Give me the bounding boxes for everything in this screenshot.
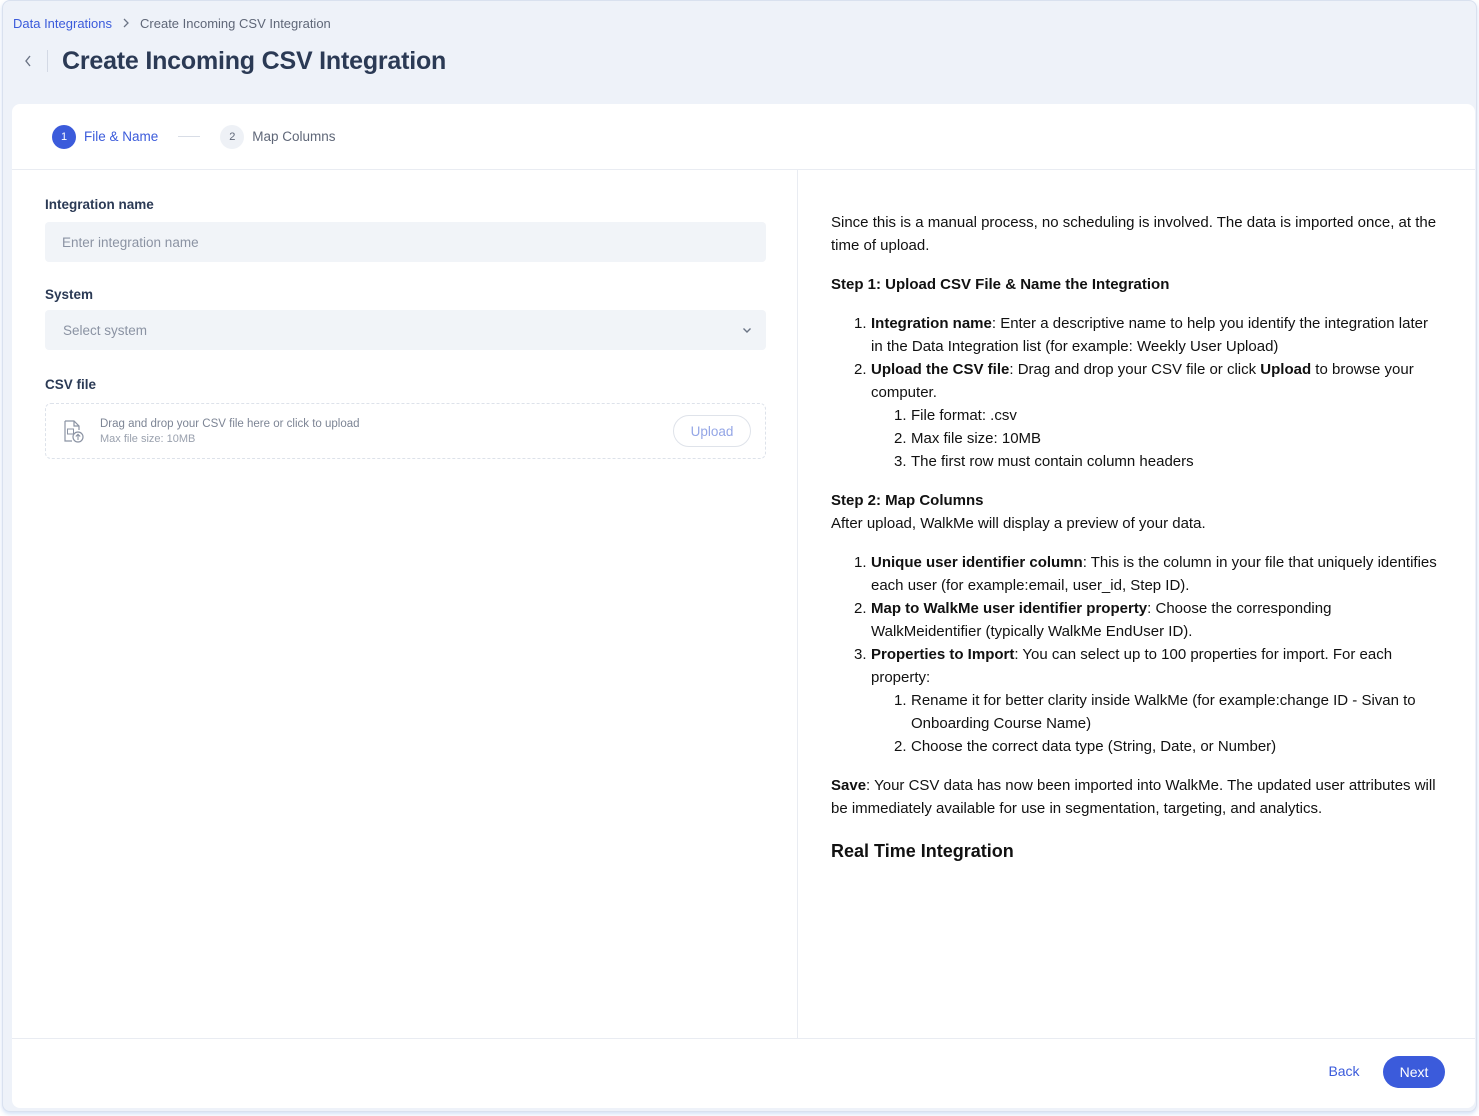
next-button[interactable]: Next xyxy=(1383,1056,1445,1088)
breadcrumb-current: Create Incoming CSV Integration xyxy=(140,15,331,31)
list-number: 1. xyxy=(894,407,907,424)
help-save-bold: Save xyxy=(831,777,867,794)
back-button[interactable]: Back xyxy=(1312,1055,1376,1087)
list-item-bold: Upload xyxy=(1260,361,1312,378)
dropzone-instruction: Drag and drop your CSV file here or click to upload xyxy=(100,417,360,430)
help-save-text: : Your CSV data has now been imported into WalkMe. The updated user attributes will be immediately available for use in segmentation, targeting, and analytics. xyxy=(831,777,1436,817)
step-connector xyxy=(178,136,200,137)
help-step2-title xyxy=(831,489,1443,512)
help-save xyxy=(831,774,1443,820)
stepper xyxy=(12,104,1475,170)
help-panel xyxy=(831,170,1443,1038)
list-item-text: The first row must contain column headers xyxy=(911,453,1194,470)
list-item-bold: Map to WalkMe user identifier property xyxy=(871,600,1148,617)
system-select-placeholder: Select system xyxy=(63,322,148,338)
list-item-text: to browse your computer. xyxy=(871,361,1414,401)
list-item-text: Max file size: 10MB xyxy=(911,430,1042,447)
chevron-down-icon xyxy=(742,327,752,334)
help-step2-list xyxy=(831,551,1443,758)
integration-name-label: Integration name xyxy=(45,197,154,212)
help-realtime-heading: Real Time Integration xyxy=(831,841,1014,861)
list-item-bold: Unique user identifier column xyxy=(871,554,1083,571)
step-label: File & Name xyxy=(84,129,159,144)
list-item xyxy=(831,312,1443,358)
app-frame xyxy=(2,0,1477,1112)
list-number: 2. xyxy=(854,600,867,617)
list-number: 1. xyxy=(854,315,867,332)
sub-list-item xyxy=(831,404,1443,427)
help-step2-intro: After upload, WalkMe will display a preview of your data. xyxy=(831,515,1206,532)
main-card xyxy=(12,104,1475,1108)
step-map-columns[interactable] xyxy=(220,125,335,149)
upload-button[interactable]: Upload xyxy=(673,415,751,447)
list-item-bold: Upload the CSV file xyxy=(871,361,1010,378)
csv-file-label: CSV file xyxy=(45,377,97,392)
csv-dropzone[interactable] xyxy=(45,403,766,459)
list-item-text: : Choose the corresponding WalkMeidentifier (typically WalkMe EndUser ID). xyxy=(871,600,1332,640)
list-number: 3. xyxy=(854,646,867,663)
list-item-text: Rename it for better clarity inside WalkMe (for example:change ID - Sivan to Onboarding Course Name) xyxy=(911,692,1416,732)
list-item-text: : Enter a descriptive name to help you identify the integration later in the Data Integration list (for example: Weekly User Upload) xyxy=(871,315,1428,355)
dropzone-max-size: Max file size: 10MB xyxy=(100,432,196,445)
list-number: 2. xyxy=(894,430,907,447)
help-step1-list xyxy=(831,312,1443,473)
sub-list-item xyxy=(831,689,1443,735)
file-upload-icon xyxy=(60,418,86,444)
list-item-text: File format: .csv xyxy=(911,407,1017,424)
list-item xyxy=(831,551,1443,597)
list-item-text: : Drag and drop your CSV file or click xyxy=(1009,361,1261,378)
sub-list-item xyxy=(831,735,1443,758)
list-number: 1. xyxy=(894,692,907,709)
list-item-text: : You can select up to 100 properties for import. For each property: xyxy=(871,646,1393,686)
integration-name-input[interactable] xyxy=(45,222,766,262)
form-panel xyxy=(12,170,798,1038)
step-number-badge: 1 xyxy=(52,125,76,149)
help-step2-title-text: Step 2: Map Columns xyxy=(831,492,984,509)
list-item xyxy=(831,643,1443,689)
help-step1-title-text: Step 1: Upload CSV File & Name the Integration xyxy=(831,276,1170,293)
title-divider xyxy=(47,50,48,72)
list-item-text: : This is the column in your file that uniquely identifies each user (for example:email, user_id, Step ID). xyxy=(871,554,1437,594)
breadcrumb-link-data-integrations[interactable]: Data Integrations xyxy=(13,15,113,31)
system-select[interactable] xyxy=(45,310,766,350)
help-intro: Since this is a manual process, no scheduling is involved. The data is imported once, at the time of upload. xyxy=(831,214,1437,254)
list-number: 2. xyxy=(894,738,907,755)
list-item-bold: Integration name xyxy=(871,315,992,332)
page-title: Create Incoming CSV Integration xyxy=(62,46,447,75)
list-number: 2. xyxy=(854,361,867,378)
list-item-text: Choose the correct data type (String, Date, or Number) xyxy=(911,738,1277,755)
step-label: Map Columns xyxy=(252,129,336,144)
sub-list-item xyxy=(831,427,1443,450)
dropzone-texts xyxy=(100,418,673,445)
list-item-bold: Properties to Import xyxy=(871,646,1015,663)
sub-list-item xyxy=(831,450,1443,473)
list-item xyxy=(831,597,1443,643)
list-number: 1. xyxy=(854,554,867,571)
step-number-badge: 2 xyxy=(220,125,244,149)
page-header xyxy=(13,41,446,81)
list-number: 3. xyxy=(894,453,907,470)
chevron-left-icon[interactable] xyxy=(13,46,43,76)
footer xyxy=(12,1038,1475,1108)
system-label: System xyxy=(45,287,94,302)
help-step1-title xyxy=(831,273,1443,296)
list-item xyxy=(831,358,1443,404)
breadcrumb xyxy=(13,14,331,32)
step-file-and-name[interactable] xyxy=(52,125,158,149)
breadcrumb-separator-icon xyxy=(122,16,130,31)
